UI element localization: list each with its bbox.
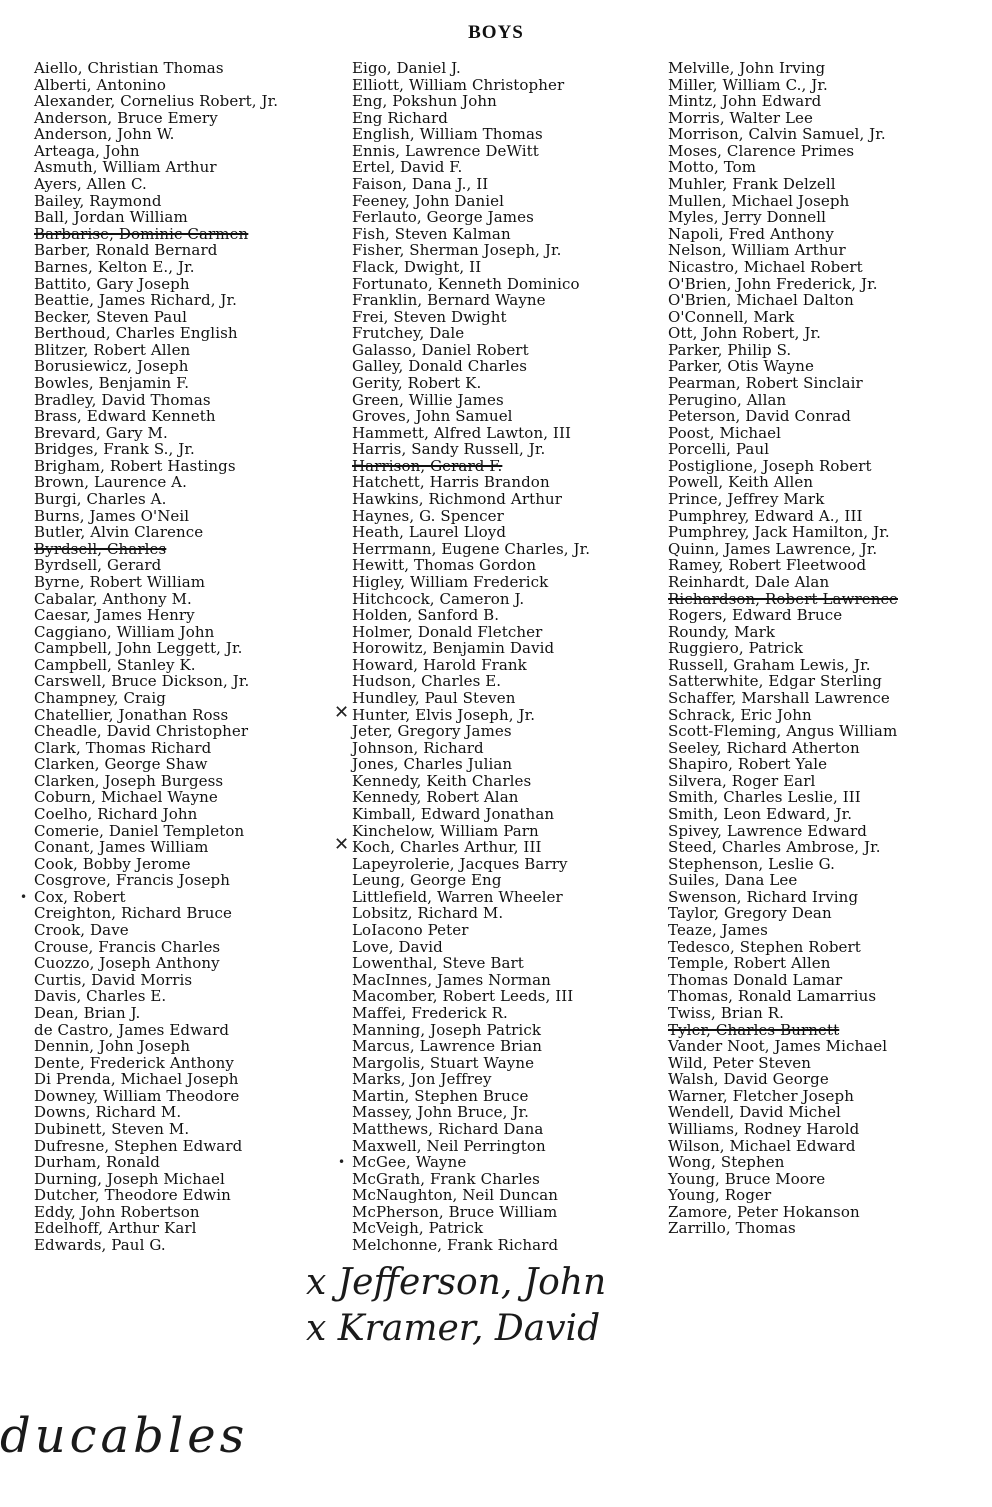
name-entry: Faison, Dana J., II: [352, 175, 489, 194]
name-entry: Walsh, David George: [668, 1070, 829, 1089]
name-entry: Suiles, Dana Lee: [668, 871, 798, 890]
name-entry: Edwards, Paul G.: [34, 1236, 166, 1255]
name-entry: Heath, Laurel Lloyd: [352, 523, 507, 542]
name-entry: Nelson, William Arthur: [668, 241, 846, 260]
name-entry: Smith, Leon Edward, Jr.: [668, 805, 853, 824]
name-entry: Ferlauto, George James: [352, 208, 534, 227]
name-entry: Caggiano, William John: [34, 622, 215, 641]
name-entry: Fortunato, Kenneth Dominico: [352, 274, 580, 293]
name-entry: O'Brien, Michael Dalton: [668, 291, 854, 310]
name-entry: Ott, John Robert, Jr.: [668, 324, 821, 343]
name-entry: Teaze, James: [668, 921, 768, 940]
name-entry: Eigo, Daniel J.: [352, 59, 461, 77]
name-entry: Ertel, David F.: [352, 158, 463, 177]
name-entry: Feeney, John Daniel: [352, 191, 505, 210]
name-entry: Byrne, Robert William: [34, 572, 206, 591]
name-entry: Fish, Steven Kalman: [352, 224, 511, 243]
name-entry: Coelho, Richard John: [34, 805, 198, 824]
name-entry: Maxwell, Neil Perrington: [352, 1136, 546, 1155]
name-entry: Shapiro, Robert Yale: [668, 755, 828, 774]
name-entry: Jeter, Gregory James: [352, 722, 512, 741]
name-entry: Holden, Sanford B.: [352, 606, 500, 625]
name-entry: Cheadle, David Christopher: [34, 722, 249, 741]
name-entry: Wendell, David Michel: [668, 1103, 841, 1122]
name-entry: Peterson, David Conrad: [668, 407, 851, 426]
name-entry: Green, Willie James: [352, 390, 504, 409]
page-title: BOYS: [468, 22, 524, 43]
name-entry: Massey, John Bruce, Jr.: [352, 1103, 529, 1122]
name-entry: Anderson, Bruce Emery: [34, 108, 218, 127]
name-entry: Kennedy, Robert Alan: [352, 788, 519, 807]
name-entry: Alberti, Antonino: [34, 75, 167, 94]
name-entry: Anderson, John W.: [34, 125, 175, 144]
name-entry: Comerie, Daniel Templeton: [34, 821, 245, 840]
name-entry: Taylor, Gregory Dean: [668, 904, 832, 923]
name-entry: Edelhoff, Arthur Karl: [34, 1219, 197, 1238]
name-entry: Johnson, Richard: [352, 738, 484, 757]
name-entry: English, William Thomas: [352, 125, 543, 144]
name-entry: Zarrillo, Thomas: [668, 1219, 796, 1238]
name-entry: Durning, Joseph Michael: [34, 1169, 225, 1188]
name-entry: Ball, Jordan William: [34, 208, 188, 227]
name-entry: Eng, Pokshun John: [352, 92, 497, 111]
name-entry: Nicastro, Michael Robert: [668, 257, 863, 276]
name-entry: Chatellier, Jonathan Ross: [34, 705, 229, 724]
name-entry: Frutchey, Dale: [352, 324, 465, 343]
name-entry: de Castro, James Edward: [34, 1020, 230, 1039]
name-entry: Wilson, Michael Edward: [668, 1136, 856, 1155]
name-entry: Swenson, Richard Irving: [668, 887, 859, 906]
name-entry: Myles, Jerry Donnell: [668, 208, 827, 227]
name-column-3: [668, 60, 988, 1237]
name-entry: Reinhardt, Dale Alan: [668, 572, 830, 591]
name-entry: Crouse, Francis Charles: [34, 937, 221, 956]
name-entry: Pumphrey, Jack Hamilton, Jr.: [668, 523, 890, 542]
name-entry: Hawkins, Richmond Arthur: [352, 490, 563, 509]
name-entry: Clarken, Joseph Burgess: [34, 771, 224, 790]
name-entry: Schrack, Eric John: [668, 705, 812, 724]
name-entry: Champney, Craig: [34, 688, 166, 707]
name-entry: Temple, Robert Allen: [668, 954, 831, 973]
name-entry: Parker, Philip S.: [668, 340, 792, 359]
name-entry-struck: Barbarise, Dominic Carmen: [34, 224, 249, 243]
name-entry: Napoli, Fred Anthony: [668, 224, 835, 243]
name-entry: Cook, Bobby Jerome: [34, 854, 191, 873]
name-entry: Leung, George Eng: [352, 871, 502, 890]
name-entry: Morrison, Calvin Samuel, Jr.: [668, 125, 886, 144]
name-entry: Russell, Graham Lewis, Jr.: [668, 655, 871, 674]
name-entry: McNaughton, Neil Duncan: [352, 1186, 559, 1205]
name-entry: Spivey, Lawrence Edward: [668, 821, 867, 840]
name-entry: Howard, Harold Frank: [352, 655, 527, 674]
name-entry: Pumphrey, Edward A., III: [668, 506, 863, 525]
name-entry: Lowenthal, Steve Bart: [352, 954, 524, 973]
name-entry: Clarken, George Shaw: [34, 755, 208, 774]
name-entry: Carswell, Bruce Dickson, Jr.: [34, 672, 250, 691]
name-entry: Scott-Fleming, Angus William: [668, 722, 898, 741]
name-entry: Porcelli, Paul: [668, 440, 770, 459]
name-entry: Aiello, Christian Thomas: [34, 59, 224, 77]
name-entry: Elliott, William Christopher: [352, 75, 565, 94]
name-entry: Smith, Charles Leslie, III: [668, 788, 861, 807]
tick-mark-icon: •: [338, 1155, 346, 1170]
name-entry: Campbell, John Leggett, Jr.: [34, 639, 243, 658]
name-entry: Frei, Steven Dwight: [352, 307, 507, 326]
name-entry-struck: Richardson, Robert Lawrence: [668, 589, 898, 608]
name-entry: Martin, Stephen Bruce: [352, 1086, 529, 1105]
name-entry: Davis, Charles E.: [34, 987, 167, 1006]
name-entry: Bowles, Benjamin F.: [34, 373, 190, 392]
name-entry: Durham, Ronald: [34, 1153, 160, 1172]
name-entry: Pearman, Robert Sinclair: [668, 373, 863, 392]
name-entry: Dean, Brian J.: [34, 1003, 141, 1022]
name-entry: Arteaga, John: [34, 141, 140, 160]
name-entry: Warner, Fletcher Joseph: [668, 1086, 854, 1105]
name-entry: Alexander, Cornelius Robert, Jr.: [34, 92, 279, 111]
name-entry: Cabalar, Anthony M.: [34, 589, 192, 608]
name-entry: Roundy, Mark: [668, 622, 776, 641]
name-entry: Clark, Thomas Richard: [34, 738, 212, 757]
name-entry: Lapeyrolerie, Jacques Barry: [352, 854, 568, 873]
name-entry: Dennin, John Joseph: [34, 1037, 191, 1056]
name-entry: Ennis, Lawrence DeWitt: [352, 141, 539, 160]
name-entry: Stephenson, Leslie G.: [668, 854, 835, 873]
name-entry: Downey, William Theodore: [34, 1086, 240, 1105]
name-entry: Flack, Dwight, II: [352, 257, 482, 276]
name-entry: McGee, Wayne •: [338, 1153, 467, 1172]
name-entry: Ayers, Allen C.: [34, 175, 147, 194]
name-entry: Cuozzo, Joseph Anthony: [34, 954, 220, 973]
name-entry: Hammett, Alfred Lawton, III: [352, 423, 572, 442]
name-entry: Mintz, John Edward: [668, 92, 822, 111]
handwritten-note-1: x Jefferson, John: [306, 1262, 607, 1303]
name-entry: Brigham, Robert Hastings: [34, 456, 236, 475]
name-entry: Maffei, Frederick R.: [352, 1003, 508, 1022]
name-entry: Byrdsell, Gerard: [34, 556, 162, 575]
name-entry: MacInnes, James Norman: [352, 970, 551, 989]
name-entry: Cox, Robert •: [20, 887, 126, 906]
name-entry: Miller, William C., Jr.: [668, 75, 828, 94]
name-entry: Kimball, Edward Jonathan: [352, 805, 555, 824]
name-entry-struck: Tyler, Charles Burnett: [668, 1020, 840, 1039]
name-entry: Mullen, Michael Joseph: [668, 191, 850, 210]
name-entry: Lobsitz, Richard M.: [352, 904, 504, 923]
name-entry: Koch, Charles Arthur, III ✕: [334, 834, 542, 857]
name-entry: Parker, Otis Wayne: [668, 357, 815, 376]
name-entry-struck: Harrison, Gerard F.: [352, 456, 503, 475]
name-entry: Herrmann, Eugene Charles, Jr.: [352, 539, 591, 558]
name-entry: Asmuth, William Arthur: [34, 158, 217, 177]
handwritten-note-2: x Kramer, David: [306, 1308, 601, 1349]
name-entry: Bridges, Frank S., Jr.: [34, 440, 195, 459]
name-entry: McPherson, Bruce William: [352, 1202, 558, 1221]
name-entry: Seeley, Richard Atherton: [668, 738, 860, 757]
name-entry: Perugino, Allan: [668, 390, 787, 409]
name-entry: Marks, Jon Jeffrey: [352, 1070, 492, 1089]
name-entry: Burgi, Charles A.: [34, 490, 167, 509]
name-entry: Burns, James O'Neil: [34, 506, 190, 525]
name-entry: Cosgrove, Francis Joseph: [34, 871, 231, 890]
name-entry: Morris, Walter Lee: [668, 108, 813, 127]
name-entry: Creighton, Richard Bruce: [34, 904, 233, 923]
name-entry: Hewitt, Thomas Gordon: [352, 556, 537, 575]
name-entry: Hudson, Charles E.: [352, 672, 502, 691]
name-entry: Curtis, David Morris: [34, 970, 193, 989]
name-entry: Dente, Frederick Anthony: [34, 1053, 234, 1072]
name-entry: Brevard, Gary M.: [34, 423, 168, 442]
name-entry: Horowitz, Benjamin David: [352, 639, 555, 658]
name-entry: Jones, Charles Julian: [352, 755, 513, 774]
name-entry: Quinn, James Lawrence, Jr.: [668, 539, 878, 558]
name-entry: Harris, Sandy Russell, Jr.: [352, 440, 546, 459]
name-entry: Dutcher, Theodore Edwin: [34, 1186, 231, 1205]
name-entry: Young, Bruce Moore: [668, 1169, 826, 1188]
name-entry: O'Connell, Mark: [668, 307, 795, 326]
name-entry: Steed, Charles Ambrose, Jr.: [668, 838, 881, 857]
name-entry: Melchonne, Frank Richard: [352, 1236, 559, 1255]
name-entry: Di Prenda, Michael Joseph: [34, 1070, 239, 1089]
name-entry: Conant, James William: [34, 838, 209, 857]
name-entry: Powell, Keith Allen: [668, 473, 814, 492]
name-entry: Blitzer, Robert Allen: [34, 340, 191, 359]
name-entry: Caesar, James Henry: [34, 606, 195, 625]
name-entry: Rogers, Edward Bruce: [668, 606, 843, 625]
name-entry: McGrath, Frank Charles: [352, 1169, 540, 1188]
name-entry: Battito, Gary Joseph: [34, 274, 190, 293]
name-entry: Melville, John Irving: [668, 59, 826, 77]
name-entry: Macomber, Robert Leeds, III: [352, 987, 574, 1006]
name-column-1: [20, 59, 334, 1255]
name-entry: Young, Roger: [668, 1186, 772, 1205]
name-entry: Berthoud, Charles English: [34, 324, 238, 343]
name-entry: Coburn, Michael Wayne: [34, 788, 218, 807]
name-entry: Marcus, Lawrence Brian: [352, 1037, 543, 1056]
x-mark-icon: ✕: [334, 834, 350, 856]
name-entry: Matthews, Richard Dana: [352, 1120, 544, 1138]
name-entry: Wong, Stephen: [668, 1153, 785, 1172]
name-entry: Vander Noot, James Michael: [668, 1037, 888, 1056]
name-entry: Dubinett, Steven M.: [34, 1120, 190, 1138]
name-entry: Ruggiero, Patrick: [668, 639, 804, 658]
name-entry: Hatchett, Harris Brandon: [352, 473, 550, 492]
name-entry: Prince, Jeffrey Mark: [668, 490, 825, 509]
name-entry-struck: Byrdsell, Charles: [34, 539, 167, 558]
x-mark-icon: ✕: [334, 701, 350, 723]
name-entry: Butler, Alvin Clarence: [34, 523, 204, 542]
name-entry: Satterwhite, Edgar Sterling: [668, 672, 883, 691]
name-entry: Manning, Joseph Patrick: [352, 1020, 542, 1039]
name-entry: Thomas, Ronald Lamarrius: [668, 987, 877, 1006]
name-entry: Muhler, Frank Delzell: [668, 175, 836, 194]
name-entry: Hitchcock, Cameron J.: [352, 589, 525, 608]
name-entry: Motto, Tom: [668, 158, 757, 177]
name-entry: LoIacono Peter: [352, 921, 469, 940]
name-entry: Beattie, James Richard, Jr.: [34, 291, 238, 310]
name-entry: McVeigh, Patrick: [352, 1219, 484, 1238]
name-entry: Galley, Donald Charles: [352, 357, 528, 376]
name-entry: Barnes, Kelton E., Jr.: [34, 257, 195, 276]
name-entry: Holmer, Donald Fletcher: [352, 622, 543, 641]
name-entry: Silvera, Roger Earl: [668, 771, 816, 790]
name-entry: Brass, Edward Kenneth: [34, 407, 216, 426]
name-entry: Bradley, David Thomas: [34, 390, 211, 409]
name-entry: Littlefield, Warren Wheeler: [352, 887, 563, 906]
name-entry: Brown, Laurence A.: [34, 473, 187, 492]
name-entry: Wild, Peter Steven: [668, 1053, 812, 1072]
name-entry: Moses, Clarence Primes: [668, 141, 855, 160]
name-entry: Haynes, G. Spencer: [352, 506, 504, 525]
name-entry: Franklin, Bernard Wayne: [352, 291, 546, 310]
name-entry: Groves, John Samuel: [352, 407, 513, 426]
name-entry: Borusiewicz, Joseph: [34, 357, 189, 376]
name-entry: Dufresne, Stephen Edward: [34, 1136, 243, 1155]
name-entry: Higley, William Frederick: [352, 572, 549, 591]
name-entry: Kinchelow, William Parn: [352, 821, 539, 840]
name-entry: Zamore, Peter Hokanson: [668, 1202, 860, 1221]
name-entry: Campbell, Stanley K.: [34, 655, 196, 674]
name-entry: Tedesco, Stephen Robert: [668, 937, 861, 956]
tick-mark-icon: •: [20, 889, 28, 904]
name-entry: Becker, Steven Paul: [34, 307, 188, 326]
name-entry: O'Brien, John Frederick, Jr.: [668, 274, 878, 293]
name-entry: Love, David: [352, 937, 443, 956]
name-entry: Crook, Dave: [34, 921, 129, 940]
name-entry: Gerity, Robert K.: [352, 373, 482, 392]
name-entry: Eddy, John Robertson: [34, 1202, 200, 1221]
name-column-2: [334, 59, 652, 1255]
name-entry: Kennedy, Keith Charles: [352, 771, 532, 790]
name-entry: Thomas Donald Lamar: [668, 970, 843, 989]
name-entry: Postiglione, Joseph Robert: [668, 456, 872, 475]
name-entry: Margolis, Stuart Wayne: [352, 1053, 535, 1072]
name-entry: Barber, Ronald Bernard: [34, 241, 218, 260]
name-entry: Hundley, Paul Steven: [352, 688, 516, 707]
name-entry: Eng Richard: [352, 108, 448, 127]
name-entry: Hunter, Elvis Joseph, Jr. ✕: [334, 701, 536, 724]
name-entry: Williams, Rodney Harold: [668, 1120, 860, 1138]
name-entry: Ramey, Robert Fleetwood: [668, 556, 867, 575]
name-entry: Poost, Michael: [668, 423, 782, 442]
name-entry: Bailey, Raymond: [34, 191, 162, 210]
handwritten-note-3: ducables: [0, 1408, 249, 1464]
name-entry: Downs, Richard M.: [34, 1103, 182, 1122]
name-entry: Twiss, Brian R.: [668, 1003, 784, 1022]
name-entry: Galasso, Daniel Robert: [352, 340, 529, 359]
name-entry: Schaffer, Marshall Lawrence: [668, 688, 890, 707]
name-entry: Fisher, Sherman Joseph, Jr.: [352, 241, 562, 260]
